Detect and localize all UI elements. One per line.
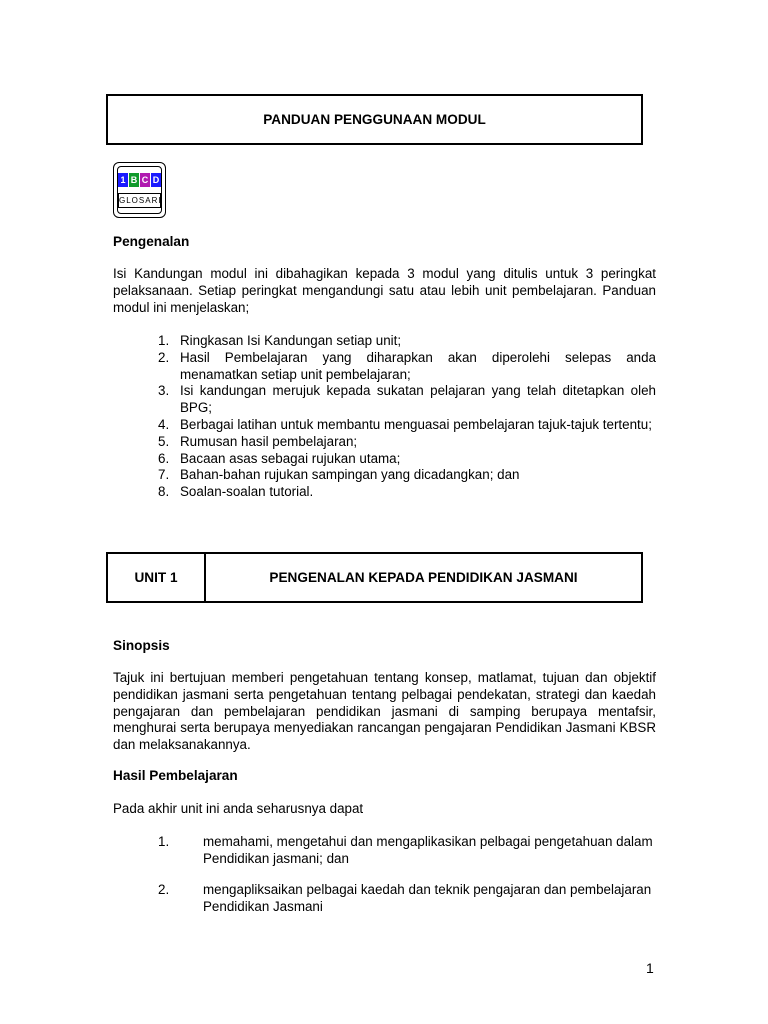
list-item bbox=[158, 484, 656, 501]
list-item bbox=[158, 467, 656, 484]
list-item-number: 2. bbox=[158, 349, 170, 365]
list-item bbox=[158, 350, 656, 384]
glossary-strip-letter: D bbox=[152, 175, 160, 185]
outcome-item-text: mengapliksaikan pelbagai kaedah dan teknik pengajaran dan pembelajaran Pendidikan Jasmani bbox=[203, 882, 652, 914]
outcome-item-number: 1. bbox=[158, 834, 170, 849]
list-item-number: 4. bbox=[158, 416, 170, 432]
list-item bbox=[158, 434, 656, 451]
module-contents-list bbox=[158, 333, 656, 501]
list-item-text: Hasil Pembelajaran yang diharapkan akan diperolehi selepas anda menamatkan setiap unit pembelajaran; bbox=[180, 349, 656, 382]
list-item-text: Bahan-bahan rujukan sampingan yang dicadangkan; dan bbox=[180, 467, 520, 483]
list-item-text: Soalan-soalan tutorial. bbox=[180, 484, 314, 500]
list-item-number: 3. bbox=[158, 383, 170, 399]
unit-title: PENGENALAN KEPADA PENDIDIKAN JASMANI bbox=[269, 570, 578, 585]
list-item bbox=[158, 451, 656, 468]
list-item-text: Isi kandungan merujuk kepada sukatan pelajaran yang telah ditetapkan oleh BPG; bbox=[180, 383, 656, 416]
outcome-item bbox=[158, 882, 656, 916]
list-item-number: 7. bbox=[158, 467, 170, 483]
list-item bbox=[158, 333, 656, 350]
glossary-strip-letter: 1 bbox=[118, 173, 128, 187]
list-item-text: Bacaan asas sebagai rujukan utama; bbox=[180, 450, 401, 466]
synopsis-paragraph: Tajuk ini bertujuan memberi pengetahuan tentang konsep, matlamat, tujuan dan objektif pendidikan jasmani serta pengetahuan tentang pelbagai pendekatan, strategi dan kaedah pengajaran dan pembelajaran pendidikan jasmani di samping berupaya mentafsir, menghurai serta berupaya menyediakan rancangan pengajaran Pendidikan Jasmani KBSR dan melaksanakannya. bbox=[113, 670, 656, 753]
outcomes-heading: Hasil Pembelajaran bbox=[113, 768, 238, 783]
list-item-number: 5. bbox=[158, 433, 170, 449]
list-item-number: 8. bbox=[158, 484, 170, 500]
outcomes-lead: Pada akhir unit ini anda seharusnya dapat bbox=[113, 801, 364, 816]
glossary-strip-letter: C bbox=[141, 175, 149, 185]
glossary-icon-strip bbox=[118, 173, 161, 187]
glossary-icon bbox=[113, 162, 166, 218]
glossary-icon-word: GLOSARI bbox=[118, 193, 161, 208]
list-item bbox=[158, 417, 656, 434]
list-item-number: 6. bbox=[158, 450, 170, 466]
list-item bbox=[158, 383, 656, 417]
outcome-item-number: 2. bbox=[158, 882, 170, 897]
unit-header-box bbox=[106, 552, 643, 603]
list-item-text: Ringkasan Isi Kandungan setiap unit; bbox=[180, 333, 402, 348]
page-title: PANDUAN PENGGUNAAN MODUL bbox=[263, 112, 486, 127]
module-guide-title-box bbox=[106, 94, 643, 145]
unit-code: UNIT 1 bbox=[108, 554, 206, 601]
intro-paragraph: Isi Kandungan modul ini dibahagikan kepada 3 modul yang ditulis untuk 3 peringkat pelaksanaan. Setiap peringkat mengandungi satu atau lebih unit pembelajaran. Panduan modul ini menjelaskan; bbox=[113, 266, 656, 315]
list-item-text: Rumusan hasil pembelajaran; bbox=[180, 433, 358, 449]
list-item-text: Berbagai latihan untuk membantu menguasai pembelajaran tajuk-tajuk tertentu; bbox=[180, 416, 652, 432]
outcome-item bbox=[158, 834, 656, 868]
synopsis-heading: Sinopsis bbox=[113, 638, 170, 653]
intro-heading: Pengenalan bbox=[113, 234, 190, 249]
list-item-number: 1. bbox=[158, 333, 170, 348]
outcome-item-text: memahami, mengetahui dan mengaplikasikan pelbagai pengetahuan dalam Pendidikan jasmani; dan bbox=[203, 834, 653, 866]
page-number: 1 bbox=[646, 960, 654, 976]
glossary-strip-letter: B bbox=[130, 175, 138, 185]
